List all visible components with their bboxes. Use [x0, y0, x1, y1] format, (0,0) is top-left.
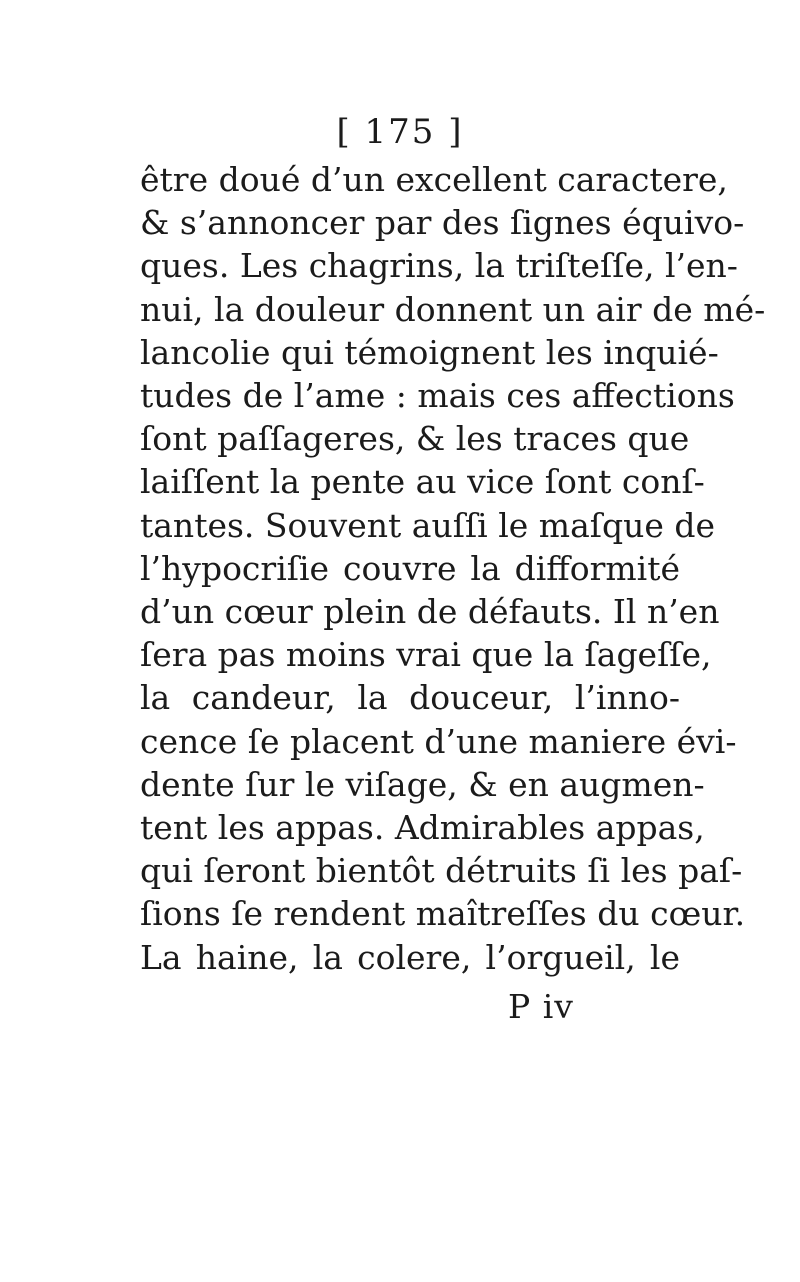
text-line: tudes de l’ame : mais ces affections [140, 376, 735, 416]
text-line: l’hypocriſie couvre la difformité [140, 548, 680, 588]
text-line: La haine, la colere, l’orgueil, le [140, 937, 680, 977]
body-text [140, 158, 766, 979]
text-line: ques. Les chagrins, la triſteſſe, l’en- [140, 246, 738, 286]
text-line: laiſſent la pente au vice ſont conſ- [140, 462, 705, 502]
text-line: d’un cœur plein de défauts. Il n’en [140, 592, 720, 632]
text-line: dente ſur le viſage, & en augmen- [140, 764, 705, 804]
text-line: lancolie qui témoignent les inquié- [140, 332, 719, 372]
text-line: tantes. Souvent auſſi le maſque de [140, 505, 716, 545]
text-line: ſont paſſageres, & les traces que [140, 419, 690, 459]
text-line: qui ſeront bientôt détruits ſi les paſ- [140, 851, 743, 891]
text-line: être doué d’un excellent caractere, [140, 160, 728, 199]
text-line: nui, la douleur donnent un air de mé- [140, 289, 766, 329]
text-line: la candeur, la douceur, l’inno- [140, 678, 680, 718]
text-line: tent les appas. Admirables appas, [140, 808, 705, 848]
text-line: cence ſe placent d’une maniere évi- [140, 721, 737, 761]
text-line: ſera pas moins vrai que la ſageſſe, [140, 635, 712, 675]
text-line: ſions ſe rendent maîtreſſes du cœur. [140, 894, 746, 934]
signature-mark: P iv [508, 987, 574, 1026]
text-line: & s’annoncer par des ſignes équivo- [140, 203, 745, 243]
page-number: [ 175 ] [336, 112, 464, 152]
